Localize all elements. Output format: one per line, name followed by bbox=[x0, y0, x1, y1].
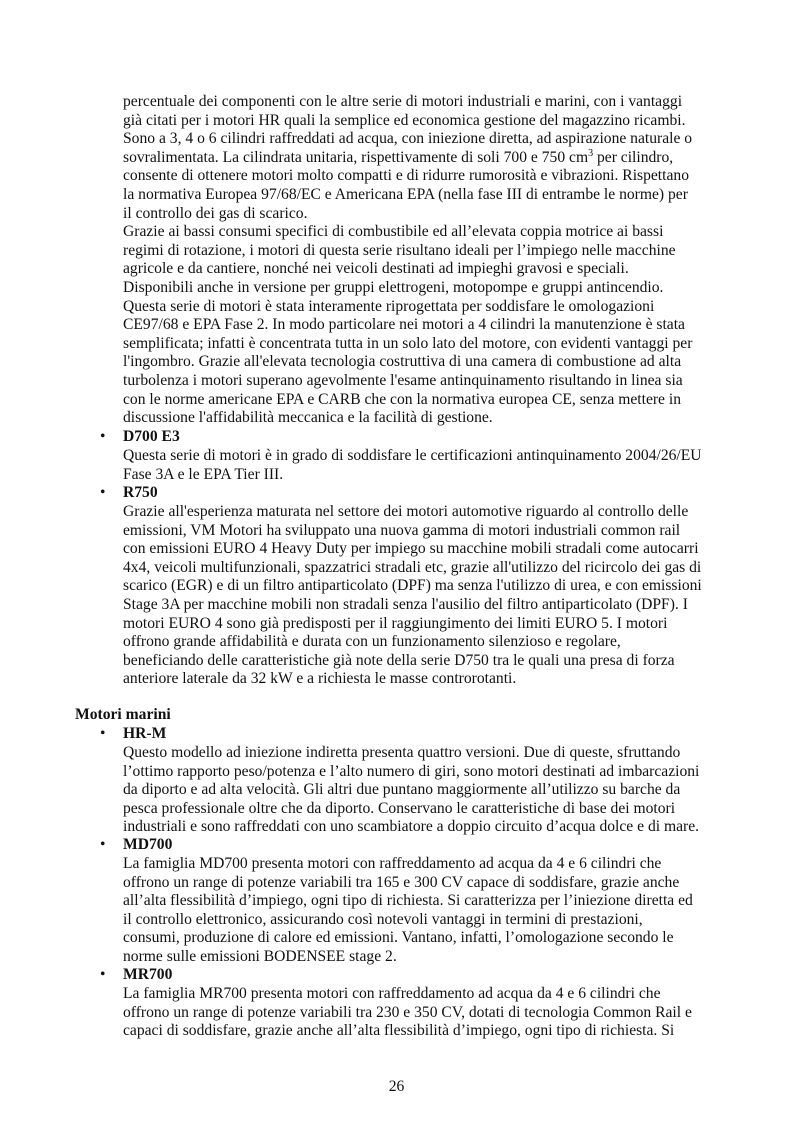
text-line: regimi di rotazione, i motori di questa serie risultano ideali per l’impiego nelle macchine bbox=[123, 241, 676, 259]
text-line: Disponibili anche in versione per gruppi elettrogeni, motopompe e gruppi antincendio. bbox=[123, 278, 664, 296]
item-title: HR-M bbox=[123, 725, 167, 742]
text-line: motori EURO 4 sono già predisposti per il raggiungimento dei limiti EURO 5. I motori bbox=[123, 614, 668, 632]
text-line: Questo modello ad iniezione indiretta presenta quattro versioni. Due di queste, sfruttando bbox=[123, 744, 681, 761]
bullet-icon: • bbox=[100, 966, 106, 983]
item-description bbox=[123, 503, 723, 689]
text-line: la normativa Europea 97/68/EC e Americana EPA (nella fase III di entrambe le norme) per bbox=[123, 185, 688, 203]
text-line: l'ingombro. Grazie all'elevata tecnologia costruttiva di una camera di combustione ad alta bbox=[123, 353, 682, 371]
text-line: La famiglia MD700 presenta motori con raffreddamento ad acqua da 4 e 6 cilindri che bbox=[123, 855, 662, 872]
item-title: D700 E3 bbox=[123, 428, 180, 445]
text-line: Sono a 3, 4 o 6 cilindri raffreddati ad acqua, con iniezione diretta, ad aspirazione naturale o bbox=[123, 130, 693, 148]
item-description bbox=[123, 855, 723, 967]
text-line: Questa serie di motori è stata interamente riprogettata per soddisfare le omologazioni bbox=[123, 297, 655, 315]
text-line: Stage 3A per macchine mobili non stradali senza l'ausilio del filtro antiparticolato (DPF). I bbox=[123, 595, 688, 613]
text-line: l’ottimo rapporto peso/potenza e l’alto numero di giri, sono motori destinati ad imbarcazioni bbox=[123, 762, 700, 780]
superscript: 3 bbox=[588, 147, 594, 159]
text-line: industriali e sono raffreddati con uno scambiatore a doppio circuito d’acqua dolce e di mare. bbox=[123, 818, 700, 836]
text-line: discussione l'affidabilità meccanica e la facilità di gestione. bbox=[123, 409, 493, 427]
text-line: pesca professionale oltre che da diporto. Conservano le caratteristiche di base dei motori bbox=[123, 799, 676, 817]
text-line-with-superscript bbox=[123, 149, 723, 168]
text-line: Grazie all'esperienza maturata nel settore dei motori automotive riguardo al controllo delle bbox=[123, 503, 689, 520]
intro-paragraph bbox=[123, 93, 723, 428]
text-line: offrono un range di potenze variabili tra 165 e 300 CV capace di soddisfare, grazie anche bbox=[123, 873, 680, 891]
text-line: La famiglia MR700 presenta motori con raffreddamento ad acqua da 4 e 6 cilindri che bbox=[123, 985, 661, 1002]
text-line: emissioni, VM Motori ha sviluppato una nuova gamma di motori industriali common rail bbox=[123, 521, 681, 539]
text-line: offrono un range di potenze variabili tra 230 e 350 CV, dotati di tecnologia Common Rail e bbox=[123, 1003, 692, 1021]
bullet-icon: • bbox=[100, 428, 106, 445]
text-line: 4x4, veicoli multifunzionali, spazzatrici stradali etc, grazie all'utilizzo del ricircolo dei gas di bbox=[123, 558, 702, 576]
item-description bbox=[123, 447, 723, 484]
text-line: offrono grande affidabilità e durata con un funzionamento silenzioso e regolare, bbox=[123, 633, 621, 651]
text-line: Questa serie di motori è in grado di soddisfare le certificazioni antinquinamento 2004/26/EU bbox=[123, 447, 702, 464]
item-description bbox=[123, 985, 723, 1041]
text-line: con emissioni EURO 4 Heavy Duty per impiego su macchine mobili stradali come autocarri bbox=[123, 540, 699, 558]
text-line: beneficiando delle caratteristiche già note della serie D750 tra le quali una presa di forza bbox=[123, 651, 675, 669]
text-line: CE97/68 e EPA Fase 2. In modo particolare nei motori a 4 cilindri la manutenzione è stata bbox=[123, 316, 685, 334]
text-line: anteriore laterale da 32 kW e a richiesta le masse controrotanti. bbox=[123, 670, 517, 688]
section-heading: Motori marini bbox=[75, 706, 171, 723]
text-segment: sovralimentata. La cilindrata unitaria, rispettivamente di soli 700 e 750 cm bbox=[123, 148, 589, 166]
text-line: con le norme americane EPA e CARB che con la normativa europea CE, senza mettere in bbox=[123, 390, 682, 408]
text-line: scarico (EGR) e di un filtro antiparticolato (DPF) ma senza l'utilizzo di urea, e con emissioni bbox=[123, 577, 702, 595]
bullet-icon: • bbox=[100, 484, 106, 501]
text-line: agricole e da cantiere, nonché nei veicoli destinati ad impieghi gravosi e speciali. bbox=[123, 260, 629, 278]
text-line: Grazie ai bassi consumi specifici di combustibile ed all’elevata coppia motrice ai bassi bbox=[123, 223, 664, 241]
item-title: R750 bbox=[123, 484, 158, 501]
text-line: norme sulle emissioni BODENSEE stage 2. bbox=[123, 947, 397, 965]
page-number: 26 bbox=[388, 1078, 405, 1095]
item-description bbox=[123, 744, 723, 837]
text-line: all’alta flessibilità d’impiego, ogni tipo di richiesta. Si caratterizza per l’iniezione diretta ed bbox=[123, 892, 693, 910]
text-line: consumi, produzione di calore ed emissioni. Vantano, infatti, l’omologazione secondo le bbox=[123, 929, 674, 947]
text-line: il controllo elettronico, assicurando così notevoli vantaggi in termini di prestazioni, bbox=[123, 910, 643, 928]
text-segment: per cilindro, bbox=[593, 148, 674, 166]
item-title: MR700 bbox=[123, 966, 173, 983]
text-line: capaci di soddisfare, grazie anche all’alta flessibilità d’impiego, ogni tipo di richiesta. Si bbox=[123, 1022, 675, 1040]
text-line: turbolenza i motori superano agevolmente l'esame antinquinamento risultando in linea sia bbox=[123, 371, 683, 389]
item-title: MD700 bbox=[123, 836, 173, 853]
text-line: Fase 3A e le EPA Tier III. bbox=[123, 465, 284, 483]
text-line: da diporto e ad alta velocità. Gli altri due puntano maggiormente all’utilizzo su barche da bbox=[123, 781, 681, 799]
text-line: percentuale dei componenti con le altre serie di motori industriali e marini, con i vantaggi bbox=[123, 93, 683, 110]
text-line: semplificata; infatti è concentrata tutta in un solo lato del motore, con evidenti vantaggi per bbox=[123, 334, 693, 352]
text-line: il controllo dei gas di scarico. bbox=[123, 204, 308, 222]
text-line: già citati per i motori HR quali la semplice ed economica gestione del magazzino ricambi. bbox=[123, 111, 686, 129]
bullet-icon: • bbox=[100, 836, 106, 853]
bullet-icon: • bbox=[100, 725, 106, 742]
text-line: consente di ottenere motori molto compatti e di ridurre rumorosità e vibrazioni. Rispettano bbox=[123, 167, 689, 185]
